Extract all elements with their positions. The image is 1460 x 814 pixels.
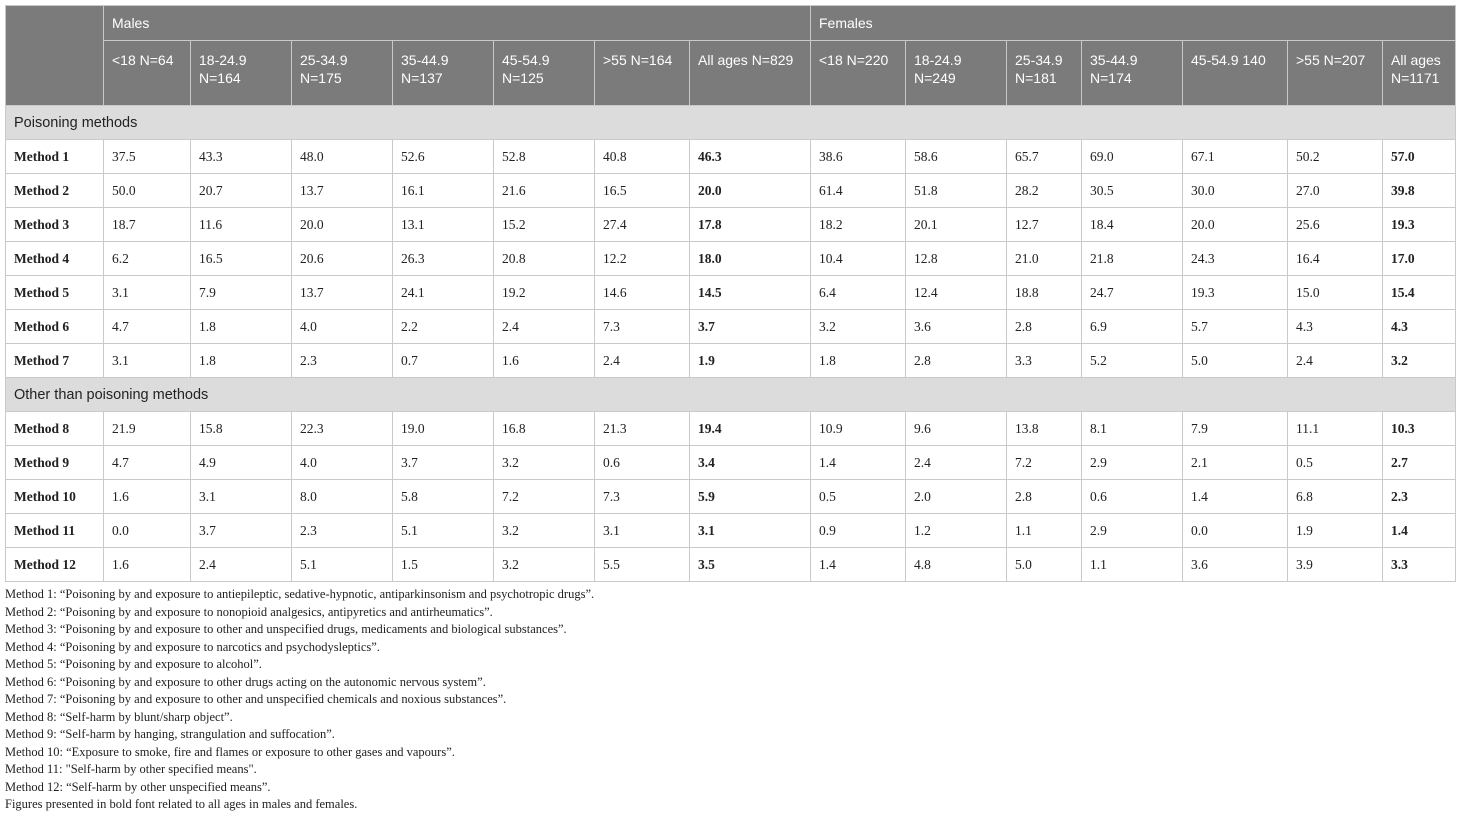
footnote-line: Method 5: “Poisoning by and exposure to alcohol”. — [5, 657, 262, 671]
value-cell: 2.4 — [494, 310, 595, 344]
value-cell: 16.5 — [595, 174, 690, 208]
group-header-females: Females — [811, 6, 1456, 41]
section-row — [6, 106, 1456, 140]
value-cell: 6.4 — [811, 276, 906, 310]
value-cell: 12.8 — [906, 242, 1007, 276]
total-cell: 18.0 — [690, 242, 811, 276]
column-header: 45-54.9 N=125 — [494, 41, 595, 106]
value-cell: 21.0 — [1007, 242, 1082, 276]
value-cell: 2.0 — [906, 480, 1007, 514]
value-cell: 25.6 — [1288, 208, 1383, 242]
total-cell: 19.4 — [690, 412, 811, 446]
value-cell: 1.8 — [191, 310, 292, 344]
value-cell: 3.2 — [494, 548, 595, 582]
value-cell: 6.9 — [1082, 310, 1183, 344]
total-cell: 3.7 — [690, 310, 811, 344]
footnote-line: Method 9: “Self-harm by hanging, strangulation and suffocation”. — [5, 727, 335, 741]
value-cell: 3.1 — [104, 344, 191, 378]
row-label: Method 7 — [6, 344, 104, 378]
value-cell: 4.7 — [104, 446, 191, 480]
table-row — [6, 480, 1456, 514]
data-table — [5, 5, 1456, 582]
footnote-line: Method 4: “Poisoning by and exposure to narcotics and psychodysleptics”. — [5, 639, 380, 654]
value-cell: 26.3 — [393, 242, 494, 276]
value-cell: 5.0 — [1183, 344, 1288, 378]
value-cell: 13.1 — [393, 208, 494, 242]
footnote-line: Method 2: “Poisoning by and exposure to nonopioid analgesics, antipyretics and antirheumatics”. — [5, 604, 493, 619]
value-cell: 4.7 — [104, 310, 191, 344]
value-cell: 3.2 — [494, 446, 595, 480]
value-cell: 52.8 — [494, 140, 595, 174]
value-cell: 16.4 — [1288, 242, 1383, 276]
column-header: 35-44.9 N=174 — [1082, 41, 1183, 106]
value-cell: 4.0 — [292, 310, 393, 344]
total-cell: 10.3 — [1383, 412, 1456, 446]
value-cell: 20.0 — [292, 208, 393, 242]
value-cell: 15.8 — [191, 412, 292, 446]
row-label: Method 6 — [6, 310, 104, 344]
value-cell: 3.2 — [494, 514, 595, 548]
value-cell: 3.6 — [906, 310, 1007, 344]
value-cell: 69.0 — [1082, 140, 1183, 174]
total-cell: 2.3 — [1383, 480, 1456, 514]
value-cell: 10.9 — [811, 412, 906, 446]
row-label: Method 8 — [6, 412, 104, 446]
value-cell: 1.6 — [104, 548, 191, 582]
value-cell: 13.7 — [292, 174, 393, 208]
value-cell: 40.8 — [595, 140, 690, 174]
value-cell: 12.4 — [906, 276, 1007, 310]
value-cell: 65.7 — [1007, 140, 1082, 174]
total-cell: 3.4 — [690, 446, 811, 480]
value-cell: 1.1 — [1007, 514, 1082, 548]
total-cell: 2.7 — [1383, 446, 1456, 480]
value-cell: 24.1 — [393, 276, 494, 310]
value-cell: 10.4 — [811, 242, 906, 276]
footnote-line: Method 11: "Self-harm by other specified means". — [5, 762, 257, 776]
value-cell: 0.0 — [104, 514, 191, 548]
value-cell: 1.8 — [811, 344, 906, 378]
footnote-line: Method 1: “Poisoning by and exposure to antiepileptic, sedative-hypnotic, antiparkinsonism and psychotropic drugs”. — [5, 587, 595, 601]
value-cell: 1.1 — [1082, 548, 1183, 582]
row-label: Method 9 — [6, 446, 104, 480]
value-cell: 5.1 — [292, 548, 393, 582]
table-row — [6, 242, 1456, 276]
total-cell: 15.4 — [1383, 276, 1456, 310]
column-header: 45-54.9 140 — [1183, 41, 1288, 106]
table-row — [6, 174, 1456, 208]
value-cell: 61.4 — [811, 174, 906, 208]
value-cell: 5.0 — [1007, 548, 1082, 582]
value-cell: 0.6 — [595, 446, 690, 480]
value-cell: 0.9 — [811, 514, 906, 548]
total-cell: 39.8 — [1383, 174, 1456, 208]
value-cell: 3.1 — [191, 480, 292, 514]
value-cell: 2.9 — [1082, 446, 1183, 480]
total-cell: 3.5 — [690, 548, 811, 582]
value-cell: 2.4 — [906, 446, 1007, 480]
total-cell: 3.1 — [690, 514, 811, 548]
value-cell: 20.0 — [1183, 208, 1288, 242]
value-cell: 7.9 — [191, 276, 292, 310]
table-wrapper — [5, 5, 1455, 814]
value-cell: 3.2 — [811, 310, 906, 344]
value-cell: 24.3 — [1183, 242, 1288, 276]
value-cell: 11.6 — [191, 208, 292, 242]
footnote-line: Method 7: “Poisoning by and exposure to other and unspecified chemicals and noxious substances”. — [5, 692, 507, 706]
value-cell: 43.3 — [191, 140, 292, 174]
column-header: 25-34.9 N=181 — [1007, 41, 1082, 106]
row-label: Method 3 — [6, 208, 104, 242]
value-cell: 30.5 — [1082, 174, 1183, 208]
value-cell: 6.2 — [104, 242, 191, 276]
value-cell: 14.6 — [595, 276, 690, 310]
row-label: Method 5 — [6, 276, 104, 310]
value-cell: 24.7 — [1082, 276, 1183, 310]
column-header: >55 N=164 — [595, 41, 690, 106]
value-cell: 27.0 — [1288, 174, 1383, 208]
value-cell: 7.3 — [595, 310, 690, 344]
value-cell: 11.1 — [1288, 412, 1383, 446]
footnote-line: Method 8: “Self-harm by blunt/sharp object”. — [5, 709, 233, 724]
value-cell: 20.7 — [191, 174, 292, 208]
value-cell: 2.4 — [1288, 344, 1383, 378]
value-cell: 1.5 — [393, 548, 494, 582]
value-cell: 15.0 — [1288, 276, 1383, 310]
table-row — [6, 446, 1456, 480]
footnote-line: Method 3: “Poisoning by and exposure to other and unspecified drugs, medicaments and biological substances”. — [5, 622, 567, 636]
value-cell: 18.4 — [1082, 208, 1183, 242]
total-cell: 3.2 — [1383, 344, 1456, 378]
value-cell: 0.6 — [1082, 480, 1183, 514]
value-cell: 12.2 — [595, 242, 690, 276]
value-cell: 4.3 — [1288, 310, 1383, 344]
value-cell: 1.6 — [104, 480, 191, 514]
column-header: >55 N=207 — [1288, 41, 1383, 106]
value-cell: 3.3 — [1007, 344, 1082, 378]
value-cell: 5.8 — [393, 480, 494, 514]
column-header: All ages N=1171 — [1383, 41, 1456, 106]
value-cell: 1.6 — [494, 344, 595, 378]
value-cell: 2.8 — [1007, 310, 1082, 344]
value-cell: 30.0 — [1183, 174, 1288, 208]
total-cell: 5.9 — [690, 480, 811, 514]
value-cell: 3.6 — [1183, 548, 1288, 582]
value-cell: 19.2 — [494, 276, 595, 310]
value-cell: 0.5 — [1288, 446, 1383, 480]
value-cell: 8.1 — [1082, 412, 1183, 446]
value-cell: 2.4 — [191, 548, 292, 582]
row-label: Method 12 — [6, 548, 104, 582]
total-cell: 1.4 — [1383, 514, 1456, 548]
value-cell: 58.6 — [906, 140, 1007, 174]
value-cell: 1.8 — [191, 344, 292, 378]
value-cell: 3.1 — [104, 276, 191, 310]
value-cell: 16.5 — [191, 242, 292, 276]
value-cell: 21.8 — [1082, 242, 1183, 276]
table-row — [6, 208, 1456, 242]
value-cell: 5.1 — [393, 514, 494, 548]
total-cell: 4.3 — [1383, 310, 1456, 344]
column-header-row — [6, 41, 1456, 106]
total-cell: 14.5 — [690, 276, 811, 310]
value-cell: 2.8 — [1007, 480, 1082, 514]
value-cell: 20.8 — [494, 242, 595, 276]
total-cell: 17.0 — [1383, 242, 1456, 276]
value-cell: 0.5 — [811, 480, 906, 514]
value-cell: 0.7 — [393, 344, 494, 378]
value-cell: 20.1 — [906, 208, 1007, 242]
value-cell: 2.3 — [292, 344, 393, 378]
value-cell: 1.4 — [1183, 480, 1288, 514]
section-title: Other than poisoning methods — [6, 378, 1456, 412]
corner-cell — [6, 6, 104, 106]
footnote-line: Figures presented in bold font related to all ages in males and females. — [5, 797, 358, 811]
column-header: 18-24.9 N=164 — [191, 41, 292, 106]
value-cell: 50.0 — [104, 174, 191, 208]
value-cell: 6.8 — [1288, 480, 1383, 514]
value-cell: 2.4 — [595, 344, 690, 378]
value-cell: 5.2 — [1082, 344, 1183, 378]
table-row — [6, 548, 1456, 582]
value-cell: 2.1 — [1183, 446, 1288, 480]
total-cell: 20.0 — [690, 174, 811, 208]
value-cell: 27.4 — [595, 208, 690, 242]
value-cell: 1.4 — [811, 548, 906, 582]
value-cell: 18.7 — [104, 208, 191, 242]
value-cell: 20.6 — [292, 242, 393, 276]
table-header — [6, 6, 1456, 106]
value-cell: 52.6 — [393, 140, 494, 174]
footnote-line: Method 6: “Poisoning by and exposure to other drugs acting on the autonomic nervous system”. — [5, 674, 486, 689]
value-cell: 2.3 — [292, 514, 393, 548]
value-cell: 9.6 — [906, 412, 1007, 446]
value-cell: 4.0 — [292, 446, 393, 480]
value-cell: 3.7 — [191, 514, 292, 548]
value-cell: 16.1 — [393, 174, 494, 208]
value-cell: 3.9 — [1288, 548, 1383, 582]
value-cell: 13.7 — [292, 276, 393, 310]
column-header: 25-34.9 N=175 — [292, 41, 393, 106]
value-cell: 18.8 — [1007, 276, 1082, 310]
value-cell: 50.2 — [1288, 140, 1383, 174]
value-cell: 1.2 — [906, 514, 1007, 548]
footnote-line: Method 10: “Exposure to smoke, fire and flames or exposure to other gases and vapours”. — [5, 744, 455, 759]
value-cell: 15.2 — [494, 208, 595, 242]
value-cell: 7.2 — [1007, 446, 1082, 480]
value-cell: 7.3 — [595, 480, 690, 514]
value-cell: 1.4 — [811, 446, 906, 480]
value-cell: 4.9 — [191, 446, 292, 480]
value-cell: 4.8 — [906, 548, 1007, 582]
value-cell: 51.8 — [906, 174, 1007, 208]
column-header: <18 N=64 — [104, 41, 191, 106]
row-label: Method 11 — [6, 514, 104, 548]
row-label: Method 1 — [6, 140, 104, 174]
column-header: <18 N=220 — [811, 41, 906, 106]
footnote-line: Method 12: “Self-harm by other unspecified means”. — [5, 779, 271, 794]
total-cell: 17.8 — [690, 208, 811, 242]
value-cell: 2.9 — [1082, 514, 1183, 548]
total-cell: 46.3 — [690, 140, 811, 174]
column-header: All ages N=829 — [690, 41, 811, 106]
footnotes — [5, 586, 1455, 814]
value-cell: 18.2 — [811, 208, 906, 242]
total-cell: 3.3 — [1383, 548, 1456, 582]
value-cell: 19.0 — [393, 412, 494, 446]
value-cell: 7.2 — [494, 480, 595, 514]
value-cell: 22.3 — [292, 412, 393, 446]
table-row — [6, 310, 1456, 344]
value-cell: 8.0 — [292, 480, 393, 514]
total-cell: 57.0 — [1383, 140, 1456, 174]
value-cell: 2.8 — [906, 344, 1007, 378]
value-cell: 13.8 — [1007, 412, 1082, 446]
value-cell: 7.9 — [1183, 412, 1288, 446]
table-body — [6, 106, 1456, 582]
column-header: 35-44.9 N=137 — [393, 41, 494, 106]
total-cell: 19.3 — [1383, 208, 1456, 242]
value-cell: 48.0 — [292, 140, 393, 174]
total-cell: 1.9 — [690, 344, 811, 378]
value-cell: 5.5 — [595, 548, 690, 582]
table-row — [6, 514, 1456, 548]
table-row — [6, 412, 1456, 446]
value-cell: 19.3 — [1183, 276, 1288, 310]
value-cell: 2.2 — [393, 310, 494, 344]
group-header-males: Males — [104, 6, 811, 41]
section-row — [6, 378, 1456, 412]
group-header-row — [6, 6, 1456, 41]
value-cell: 5.7 — [1183, 310, 1288, 344]
row-label: Method 2 — [6, 174, 104, 208]
value-cell: 38.6 — [811, 140, 906, 174]
row-label: Method 10 — [6, 480, 104, 514]
table-row — [6, 140, 1456, 174]
value-cell: 37.5 — [104, 140, 191, 174]
value-cell: 67.1 — [1183, 140, 1288, 174]
value-cell: 3.1 — [595, 514, 690, 548]
value-cell: 21.6 — [494, 174, 595, 208]
value-cell: 12.7 — [1007, 208, 1082, 242]
value-cell: 3.7 — [393, 446, 494, 480]
row-label: Method 4 — [6, 242, 104, 276]
table-row — [6, 276, 1456, 310]
value-cell: 21.3 — [595, 412, 690, 446]
value-cell: 1.9 — [1288, 514, 1383, 548]
column-header: 18-24.9 N=249 — [906, 41, 1007, 106]
value-cell: 16.8 — [494, 412, 595, 446]
value-cell: 0.0 — [1183, 514, 1288, 548]
value-cell: 28.2 — [1007, 174, 1082, 208]
table-row — [6, 344, 1456, 378]
section-title: Poisoning methods — [6, 106, 1456, 140]
value-cell: 21.9 — [104, 412, 191, 446]
